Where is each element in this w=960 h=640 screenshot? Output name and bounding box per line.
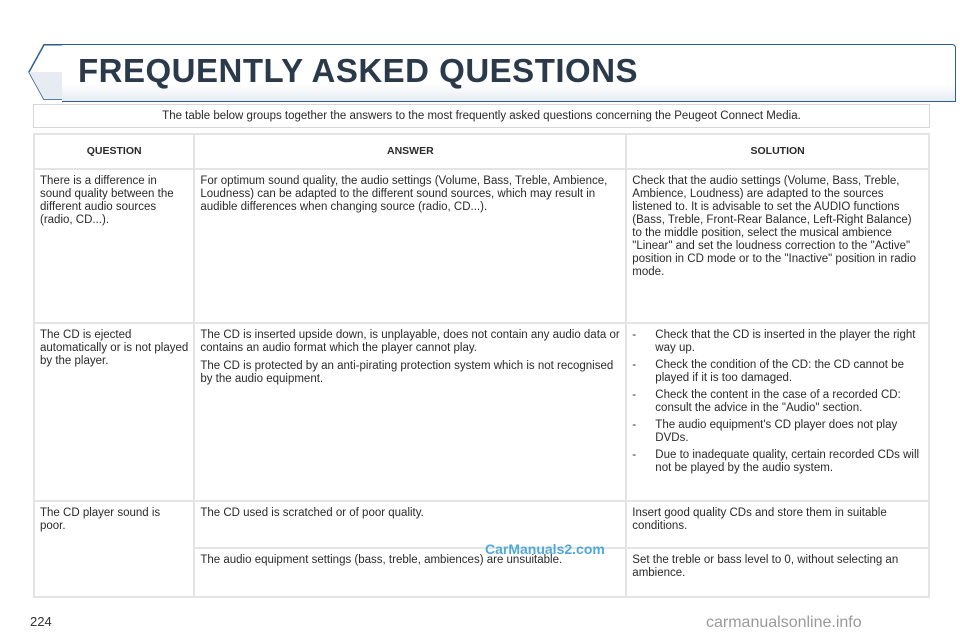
question-cell: The CD is ejected automatically or is not played by the player. (35, 324, 193, 500)
table-row (35, 324, 928, 500)
solution-cell (627, 324, 928, 500)
answer-cell (195, 324, 625, 500)
solution-list-item: - Check the condition of the CD: the CD cannot be played if it is too damaged. (632, 359, 923, 385)
column-header-solution: SOLUTION (627, 135, 928, 168)
answer-text: The CD is inserted upside down, is unplayable, does not contain any audio data or contains an audio format which the player cannot play. (200, 329, 620, 354)
solution-cell: Set the treble or bass level to 0, without selecting an ambience. (627, 549, 928, 596)
table-row (35, 170, 928, 322)
solution-list-item: - The audio equipment's CD player does not play DVDs. (632, 419, 923, 445)
solution-list-item: - Due to inadequate quality, certain recorded CDs will not be played by the audio system. (632, 449, 923, 475)
solution-cell: Insert good quality CDs and store them in suitable conditions. (627, 502, 928, 547)
watermark-text: CarManuals2.com (485, 541, 605, 557)
answer-cell (195, 170, 625, 322)
table-header-row (35, 135, 928, 168)
answer-cell: The CD used is scratched or of poor quality. (195, 502, 625, 547)
column-header-answer: ANSWER (195, 135, 625, 168)
column-header-question: QUESTION (35, 135, 193, 168)
answer-text: The CD is protected by an anti-pirating protection system which is not recognised by the audio equipment. (200, 360, 614, 385)
header-corner-decoration (28, 44, 64, 100)
solution-cell: Check that the audio settings (Volume, Bass, Treble, Ambience, Loudness) are adapted to the sources listened to. It is advisable to set the AUDIO functions (Bass, Treble, Front-Rear Balance, Left-Right Balance) to the middle position, select the musical ambience "Linear" and set the loudness correction to the "Active" position in CD mode or to the "Inactive" position in radio mode. (627, 170, 928, 322)
question-cell: The CD player sound is poor. (35, 502, 193, 596)
page-number: 224 (30, 614, 52, 629)
faq-table (33, 133, 930, 598)
solution-list-item: - Check that the CD is inserted in the player the right way up. (632, 329, 923, 355)
table-row (35, 502, 928, 547)
solution-list-item: - Check the content in the case of a recorded CD: consult the advice in the "Audio" section. (632, 389, 923, 415)
answer-cell: The audio equipment settings (bass, treble, ambiences) are unsuitable. (195, 549, 625, 596)
intro-text: The table below groups together the answers to the most frequently asked questions concerning the Peugeot Connect Media. (33, 104, 930, 128)
question-cell: There is a difference in sound quality between the different audio sources (radio, CD...). (35, 170, 193, 322)
solution-list (632, 329, 923, 475)
answer-text: For optimum sound quality, the audio settings (Volume, Bass, Treble, Ambience, Loudness) can be adapted to the different sound sources, which may result in audible differences when changing source (radio, CD...). (200, 175, 608, 213)
site-footer-text: carmanualsonline.info (706, 614, 862, 631)
page-title: FREQUENTLY ASKED QUESTIONS (78, 52, 639, 89)
